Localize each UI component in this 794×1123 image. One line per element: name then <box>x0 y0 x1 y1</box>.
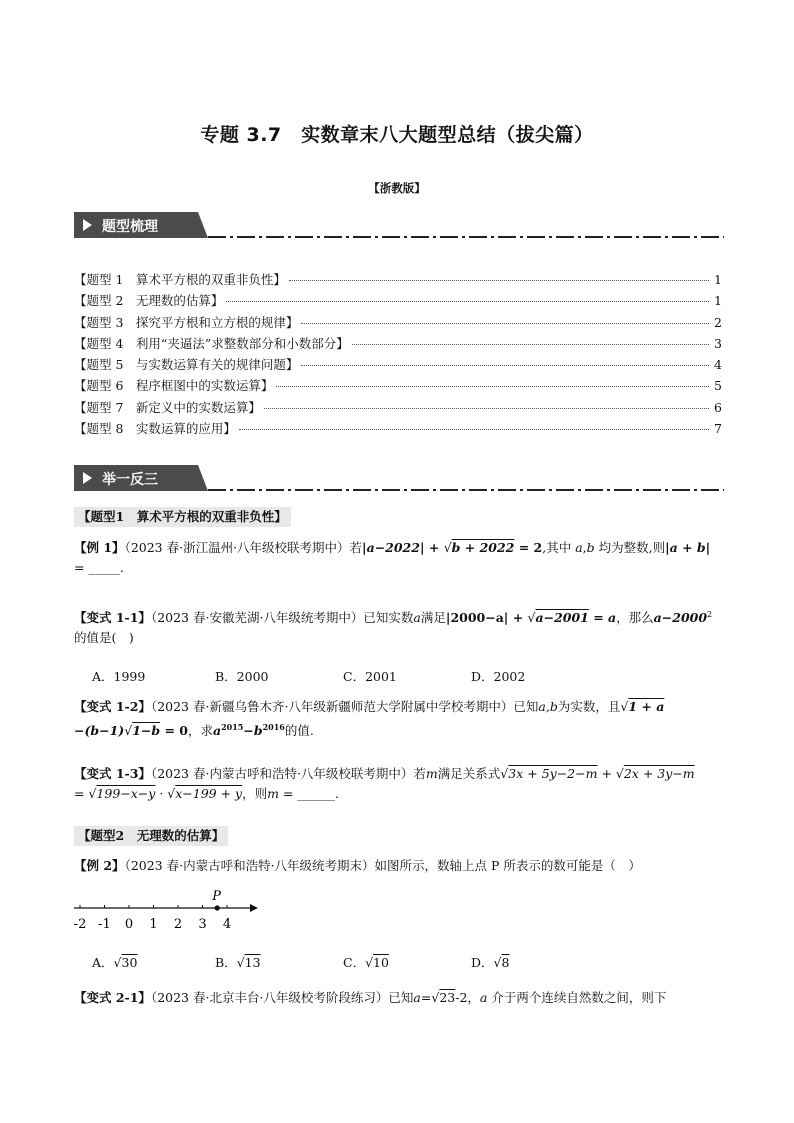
text: 满足 <box>420 610 446 626</box>
toc-label: 【题型 2 无理数的估算】 <box>74 293 224 309</box>
sqrt-symbol: √ <box>615 766 624 781</box>
example-2-options <box>92 953 692 971</box>
toc-leader <box>301 323 709 324</box>
option-d[interactable] <box>471 953 594 971</box>
example-2 <box>74 856 724 876</box>
play-arrow-icon <box>83 472 92 484</box>
toc-item[interactable] <box>74 398 722 419</box>
text: ,其中 <box>542 540 576 555</box>
sqrt-radicand: 1−b <box>132 723 161 739</box>
var: a <box>575 540 583 555</box>
superscript: 2016 <box>262 722 285 732</box>
sqrt-radicand: b + 2022 <box>451 540 515 555</box>
option-a[interactable]: A．1999 <box>92 669 146 684</box>
question-tail: 的值是( ) <box>74 630 134 646</box>
sqrt-radicand: 13 <box>244 955 261 970</box>
play-arrow-icon <box>83 219 92 231</box>
toc-leader <box>276 386 709 387</box>
toc-label: 【题型 1 算术平方根的双重非负性】 <box>74 272 286 287</box>
toc-page: 1 <box>714 272 722 287</box>
sqrt-symbol: √ <box>443 540 452 555</box>
text: -2， <box>455 990 480 1005</box>
option-letter: C． <box>343 955 366 970</box>
toc-leader <box>289 280 709 281</box>
sqrt-symbol: √ <box>236 955 245 970</box>
tick-label: 0 <box>124 917 134 932</box>
math-expr: −(b−1) <box>74 723 125 739</box>
answer-blank: = ______. <box>278 786 339 801</box>
toc-leader <box>239 429 709 430</box>
text: 为实数，且 <box>557 699 621 714</box>
point-p <box>215 905 220 910</box>
toc-page: 3 <box>714 335 722 351</box>
variant-source: （2023 春·内蒙古呼和浩特·八年级校联考期中）若 <box>150 766 426 781</box>
sqrt-radicand: 2x + 3y−m <box>623 766 695 781</box>
example-text: （2023 春·内蒙古呼和浩特·八年级统考期末）如图所示，数轴上点 P 所表示的数可能是（ ） <box>124 858 641 873</box>
variant-1-3 <box>74 764 724 804</box>
option-c[interactable] <box>343 953 471 971</box>
sqrt-radicand: 10 <box>373 955 389 970</box>
variant-tag: 【变式 1-1】 <box>74 610 151 626</box>
example-tag: 【例 2】 <box>74 858 125 873</box>
toc-page: 2 <box>714 314 722 330</box>
toc-label: 【题型 6 程序框图中的实数运算】 <box>74 378 274 394</box>
var: a <box>413 990 421 1005</box>
example-tag: 【例 1】 <box>74 540 125 555</box>
dash-dot-divider <box>208 489 724 491</box>
var: m <box>267 786 279 801</box>
answer-blank: = _____. <box>74 560 124 575</box>
sqrt-radicand: 23 <box>439 990 456 1005</box>
toc-page: 4 <box>714 357 722 373</box>
text: ，求 <box>187 723 213 739</box>
variant-source: （2023 春·新疆乌鲁木齐·八年级新疆师范大学附属中学校考期中）已知 <box>150 699 539 714</box>
arrow-head-icon <box>250 904 258 912</box>
var: a <box>413 610 421 626</box>
toc-leader <box>301 365 709 366</box>
tick-label: -2 <box>74 917 87 932</box>
toc-item[interactable] <box>74 313 722 334</box>
variant-source: （2023 春·北京丰台·八年级校考阶段练习）已知 <box>150 990 414 1005</box>
dash-dot-divider <box>208 236 724 238</box>
text: ，那么 <box>616 610 654 626</box>
math-expr: |2000−a| + <box>445 610 528 626</box>
practice-banner <box>74 465 724 491</box>
variant-2-1 <box>74 988 724 1008</box>
text: ，则 <box>242 786 268 801</box>
math-expr: |a−2022| + <box>362 540 444 555</box>
toc-banner <box>74 212 724 238</box>
point-p-label: P <box>212 889 221 904</box>
var: b <box>586 540 595 555</box>
math-expr: = a <box>588 610 617 626</box>
toc-leader <box>352 344 709 345</box>
var: a <box>479 990 488 1005</box>
option-letter: A． <box>92 955 114 970</box>
text: = <box>420 990 432 1005</box>
variant-1-1-options <box>92 667 692 685</box>
variant-tag: 【变式 1-2】 <box>74 699 151 714</box>
sqrt-radicand: 8 <box>501 955 510 970</box>
option-b[interactable]: B．2000 <box>215 669 269 684</box>
sqrt-symbol: √ <box>431 990 440 1005</box>
variant-tag: 【变式 1-3】 <box>74 766 151 781</box>
option-a[interactable] <box>92 953 215 971</box>
toc-page: 5 <box>714 378 722 394</box>
number-line-ticks <box>74 905 231 932</box>
page-title: 专题 3.7 实数章末八大题型总结（拔尖篇） <box>200 124 594 146</box>
sqrt-symbol: √ <box>500 766 509 781</box>
toc-item[interactable] <box>74 376 722 397</box>
table-of-contents <box>74 270 722 440</box>
sqrt-radicand: 3x + 5y−2−m <box>508 766 598 781</box>
topic2-heading: 【题型2 无理数的估算】 <box>74 826 228 846</box>
var: a,b <box>538 699 558 714</box>
text: 均为整数,则 <box>594 540 666 555</box>
toc-item[interactable] <box>74 291 722 312</box>
math-expr: |a + b| <box>665 540 711 555</box>
sqrt-radicand: 1 + a <box>628 699 665 714</box>
toc-item[interactable] <box>74 334 722 355</box>
text: 介于两个连续自然数之间，则下 <box>487 990 667 1005</box>
sqrt-symbol: √ <box>620 699 629 714</box>
toc-label: 【题型 4 利用“夹逼法”求整数部分和小数部分】 <box>74 335 349 351</box>
variant-tag: 【变式 2-1】 <box>74 990 151 1005</box>
tick-label: -1 <box>98 917 111 932</box>
example-1 <box>74 538 724 578</box>
toc-item[interactable] <box>74 355 722 376</box>
variant-1-2 <box>74 697 724 741</box>
toc-label: 【题型 7 新定义中的实数运算】 <box>74 399 261 415</box>
sqrt-radicand: x−199 + y <box>175 786 243 801</box>
var: m <box>425 766 438 781</box>
toc-label: 【题型 8 实数运算的应用】 <box>74 421 236 437</box>
math-expr: = <box>74 786 89 801</box>
variant-source: （2023 春·安徽芜湖·八年级统考期中）已知实数 <box>150 610 414 626</box>
toc-leader <box>226 301 709 302</box>
tick-label: 3 <box>198 917 207 932</box>
option-letter: B． <box>215 955 237 970</box>
toc-label: 【题型 5 与实数运算有关的规律问题】 <box>74 357 299 373</box>
text: 的值. <box>284 723 314 739</box>
option-c[interactable]: C．2001 <box>343 669 397 684</box>
sqrt-symbol: √ <box>113 955 122 970</box>
sqrt-symbol: √ <box>167 786 176 801</box>
sqrt-radicand: 199−x−y <box>96 786 156 801</box>
sqrt-radicand: a−2001 <box>535 610 589 626</box>
text: , <box>582 540 587 555</box>
math-expr: −b <box>243 723 263 739</box>
variant-1-1 <box>74 605 724 648</box>
toc-item[interactable] <box>74 270 722 291</box>
sqrt-symbol: √ <box>124 723 133 739</box>
toc-label: 【题型 3 探究平方根和立方根的规律】 <box>74 314 299 330</box>
topic1-heading: 【题型1 算术平方根的双重非负性】 <box>74 507 291 527</box>
option-d[interactable]: D．2002 <box>471 669 526 684</box>
toc-page: 1 <box>714 293 722 309</box>
sqrt-symbol: √ <box>493 955 502 970</box>
toc-leader <box>264 408 709 409</box>
edition-label: 【浙教版】 <box>368 181 426 195</box>
tick-label: 4 <box>222 917 232 932</box>
toc-item[interactable] <box>74 419 722 440</box>
toc-page: 7 <box>714 421 722 437</box>
option-letter: D． <box>471 955 494 970</box>
math-expr: + <box>597 766 616 781</box>
banner-title: 举一反三 <box>102 472 158 488</box>
toc-page: 6 <box>714 399 722 415</box>
math-expr: = 0 <box>160 723 188 739</box>
math-expr: a <box>213 723 222 739</box>
superscript: 2015 <box>221 722 244 732</box>
option-b[interactable] <box>215 953 343 971</box>
superscript: 2 <box>707 610 713 619</box>
sqrt-symbol: √ <box>527 610 536 626</box>
example-source: （2023 春·浙江温州·八年级校联考期中）若 <box>124 540 363 555</box>
math-expr: = 2 <box>514 540 543 555</box>
tick-label: 1 <box>149 917 158 932</box>
math-expr: · <box>155 786 168 801</box>
sqrt-symbol: √ <box>88 786 97 801</box>
tick-label: 2 <box>173 917 183 932</box>
number-line-figure <box>74 884 264 934</box>
sqrt-radicand: 30 <box>121 955 138 970</box>
math-expr: a−2000 <box>653 610 708 626</box>
banner-title: 题型梳理 <box>102 219 158 235</box>
text: 满足关系式 <box>437 766 501 781</box>
sqrt-symbol: √ <box>365 955 374 970</box>
